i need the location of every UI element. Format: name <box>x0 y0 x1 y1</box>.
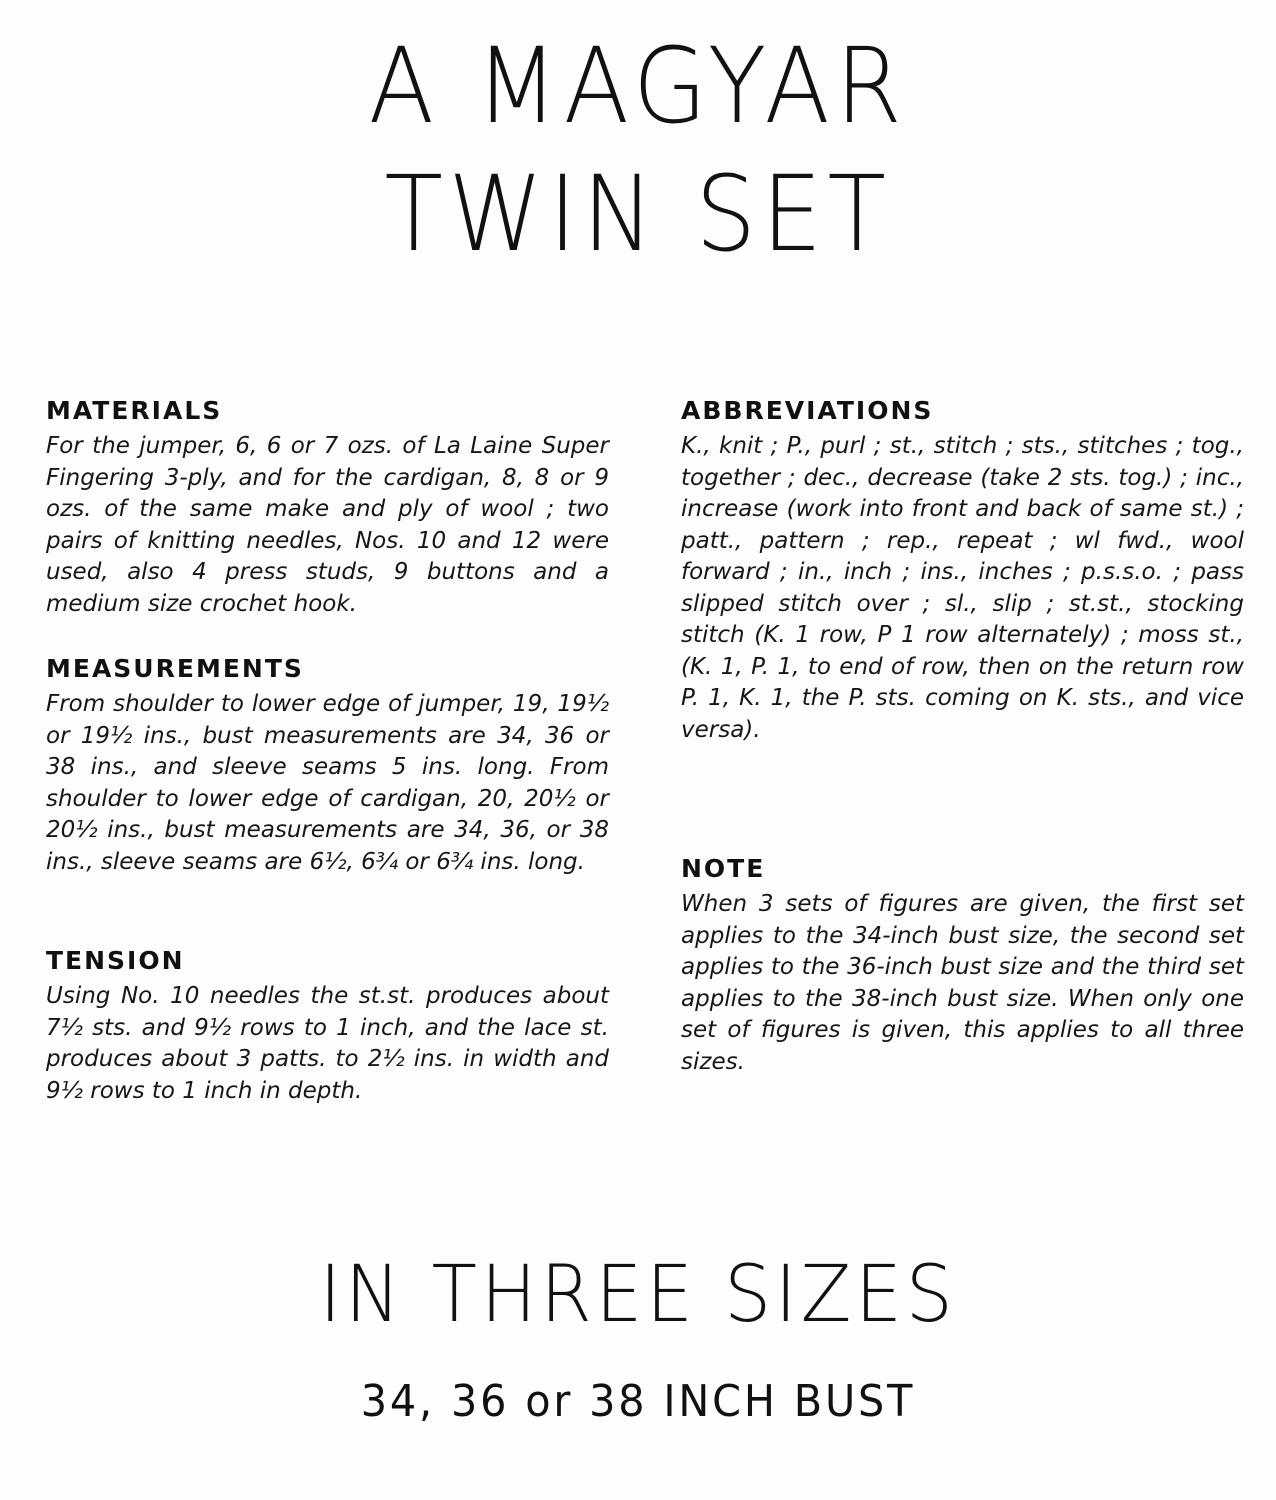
note-section <box>681 854 1244 1078</box>
materials-section <box>46 396 609 620</box>
tension-heading: TENSION <box>46 946 185 975</box>
title-block <box>0 22 1276 278</box>
materials-heading: MATERIALS <box>46 396 223 425</box>
note-heading: NOTE <box>681 854 766 883</box>
tension-section <box>46 946 609 1107</box>
title-line-2: TWIN SET <box>384 153 892 275</box>
measurements-heading: MEASUREMENTS <box>46 654 304 683</box>
sizes-subheading: 34, 36 or 38 INCH BUST <box>360 1376 916 1427</box>
abbreviations-heading: ABBREVIATIONS <box>681 396 934 425</box>
abbreviations-section <box>681 396 1244 746</box>
measurements-section <box>46 654 609 878</box>
abbreviations-text: K., knit ; P., purl ; st., stitch ; sts., stitches ; tog., together ; dec., decrease (take 2 sts. tog.) ; inc., increase (work into front and back of same st.) ; patt., pattern ; rep., repeat ; wl fwd., wool forward ; in., inch ; ins., inches ; p.s.s.o. ; pass slipped stitch over ; sl., slip ; st.st., stocking stitch (K. 1 row, P 1 row alternately) ; moss st., (K. 1, P. 1, to end of row, then on the return row P. 1, K. 1, the P. sts. coming on K. sts., and vice versa). <box>681 433 1244 743</box>
sizes-heading: IN THREE SIZES <box>319 1250 957 1340</box>
materials-text: For the jumper, 6, 6 or 7 ozs. of La Laine Super Fingering 3-ply, and for the cardigan, 8, 8 or 9 ozs. of the same make and ply of wool ; two pairs of knitting needles, Nos. 10 and 12 were used, also 4 press studs, 9 buttons and a medium size crochet hook. <box>46 433 609 617</box>
measurements-text: From shoulder to lower edge of jumper, 19, 19½ or 19½ ins., bust measurements are 34, 36 or 38 ins., and sleeve seams 5 ins. long. From shoulder to lower edge of cardigan, 20, 20½ or 20½ ins., bust measurements are 34, 36, or 38 ins., sleeve seams are 6½, 6¾ or 6¾ ins. long. <box>46 691 609 875</box>
note-text: When 3 sets of figures are given, the first set applies to the 34-inch bust size, the second set applies to the 36-inch bust size and the third set applies to the 38-inch bust size. When only one set of figures is given, this applies to all three sizes. <box>681 891 1244 1075</box>
title-line-1: A MAGYAR <box>368 25 908 147</box>
tension-text: Using No. 10 needles the st.st. produces about 7½ sts. and 9½ rows to 1 inch, and the lace st. produces about 3 patts. to 2½ ins. in width and 9½ rows to 1 inch in depth. <box>46 983 609 1104</box>
